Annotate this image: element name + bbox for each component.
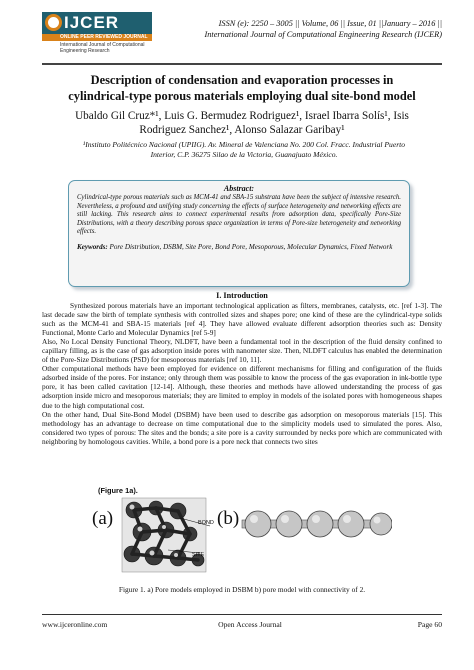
abstract-heading: Abstract: [223,184,255,193]
logo-subtitle: International Journal of Computational Engineering Research [60,42,145,54]
authors [40,109,444,137]
issn-line: ISSN (e): 2250 – 3005 || Volume, 06 || Issue, 01 ||January – 2016 || [218,19,442,28]
header-divider [42,63,442,65]
abstract-box [68,180,410,287]
intro-paragraph-2: Also, No Local Density Functional Theory, NLDFT, have been a fundamental tool in the description of the fluid density confined to capillary filling, as is the case of gas adsorption inside pores with nanometer size. Then, NLDFT calculus has enabled the determination of the Pore-Size Distributions (PSD) for mesoporous materials [ref 10, 11]. [42,337,442,365]
figure-caption: Figure 1. a) Pore models employed in DSBM b) pore model with connectivity of 2. [118,585,366,594]
logo-tagline: ONLINE PEER REVIEWED JOURNAL [42,34,152,41]
intro-paragraph-3: Other computational methods have been employed for evidence on different mechanisms for filling and configuration of the fluids adsorbed inside of the pores. For instance; only through them was possible to know the process of the gas evaporation in ink-bottle type pore, it has been called cavitation [12-14]. Although, these theories and methods have allowed understanding the process of gas adsorption inside micro and mesoporous materials; they are limited to employ in models of the isolated pores with homogeneous shapes due to the high computational cost. [42,364,442,410]
logo-emblem-icon [45,14,62,31]
intro-paragraph-1: Synthesized porous materials have an important technological application as filters, membranes, catalysts, etc. [ref 1-3]. The last decade saw the birth of template synthesis with controlled sizes and shapes pore; one kind of these are the cylindrical-type solids such as the MCM-41 and SBA-15 materials [ref 4]. They have allowed evaluate different adsorption theories such as: Density Functional, Monte Carlo and Molecular Dynamics [ref 5-9] [42,301,442,338]
panel-a-label: (a) [92,508,114,529]
authors-line-2: Rodriguez Sanchez¹, Alonso Salazar Garibay¹ [139,124,345,136]
pore-chain-diagram [242,511,392,537]
title-line-2: cylindrical-type porous materials employing dual site-bond model [68,89,416,103]
keywords-label: Keywords: [77,242,108,251]
footer-center-text: Open Access Journal [218,620,282,629]
figure-1-graphic [92,496,392,574]
keywords [77,243,401,252]
keywords-text: Pore Distribution, DSBM, Site Pore, Bond Pore, Mesoporous, Molecular Dynamics, Fixed Network [109,242,393,251]
affiliation-line-1: ¹Instituto Politécnico Nacional (UPIIG). Av. Mineral de Valenciana No. 200 Col. Fracc. Industrial Puerto [82,140,406,149]
affiliation [52,140,436,160]
footer-page-number: Page 60 [417,620,442,629]
affiliation-line-2: Interior, C.P. 36275 Silao de la Victoria, Guanajuato México. [150,150,338,159]
section-heading-introduction: I. Introduction [216,291,268,300]
footer-divider [42,614,442,615]
logo-wordmark: IJCER [42,12,152,34]
paper-title [40,72,444,104]
introduction-body [42,301,442,446]
intro-paragraph-4: On the other hand, Dual Site-Bond Model (DSBM) have been used to describe gas adsorption on mesoporous materials [15]. This methodology has an advantage to decrease on time computational due to the simplicity models used to simulated the pores. Also, considered two types of porous: The sites and the bonds; a site pore is a cavity surrounded by necks pore which are communicated with neighboring by homologous cavities. While, a bond pore is a pore neck that connects two sites [42,409,442,446]
footer-website: www.ijceronline.com [42,620,108,629]
journal-info [168,18,442,40]
figure-1 [92,496,392,574]
bond-label: BOND [198,520,214,526]
panel-b-label: (b) [217,508,240,529]
journal-name-line: International Journal of Computational Engineering Research (IJCER) [204,30,442,39]
site-label: SITE [192,552,205,558]
pore-network-diagram [122,498,214,572]
figure-reference-label: (Figure 1a). [98,486,138,495]
abstract-text: Cylindrical-type porous materials such as MCM-41 and SBA-15 substrata have been the subject of intensive research. Nevertheless, a profound and unifying study concerning the effects of surface heterogeneity and networking effects are still lacking. This research aims to connect experimental results from adsorption data, specifically Pore-Size Distributions, with a theory describing porous space organization in terms of Pore-size heterogeneity and networking effects. [77,194,401,236]
authors-line-1: Ubaldo Gil Cruz*¹, Luis G. Bermudez Rodriguez¹, Israel Ibarra Solís¹, Isis [75,110,409,122]
title-line-1: Description of condensation and evaporation processes in [90,73,394,87]
journal-logo [42,12,152,60]
